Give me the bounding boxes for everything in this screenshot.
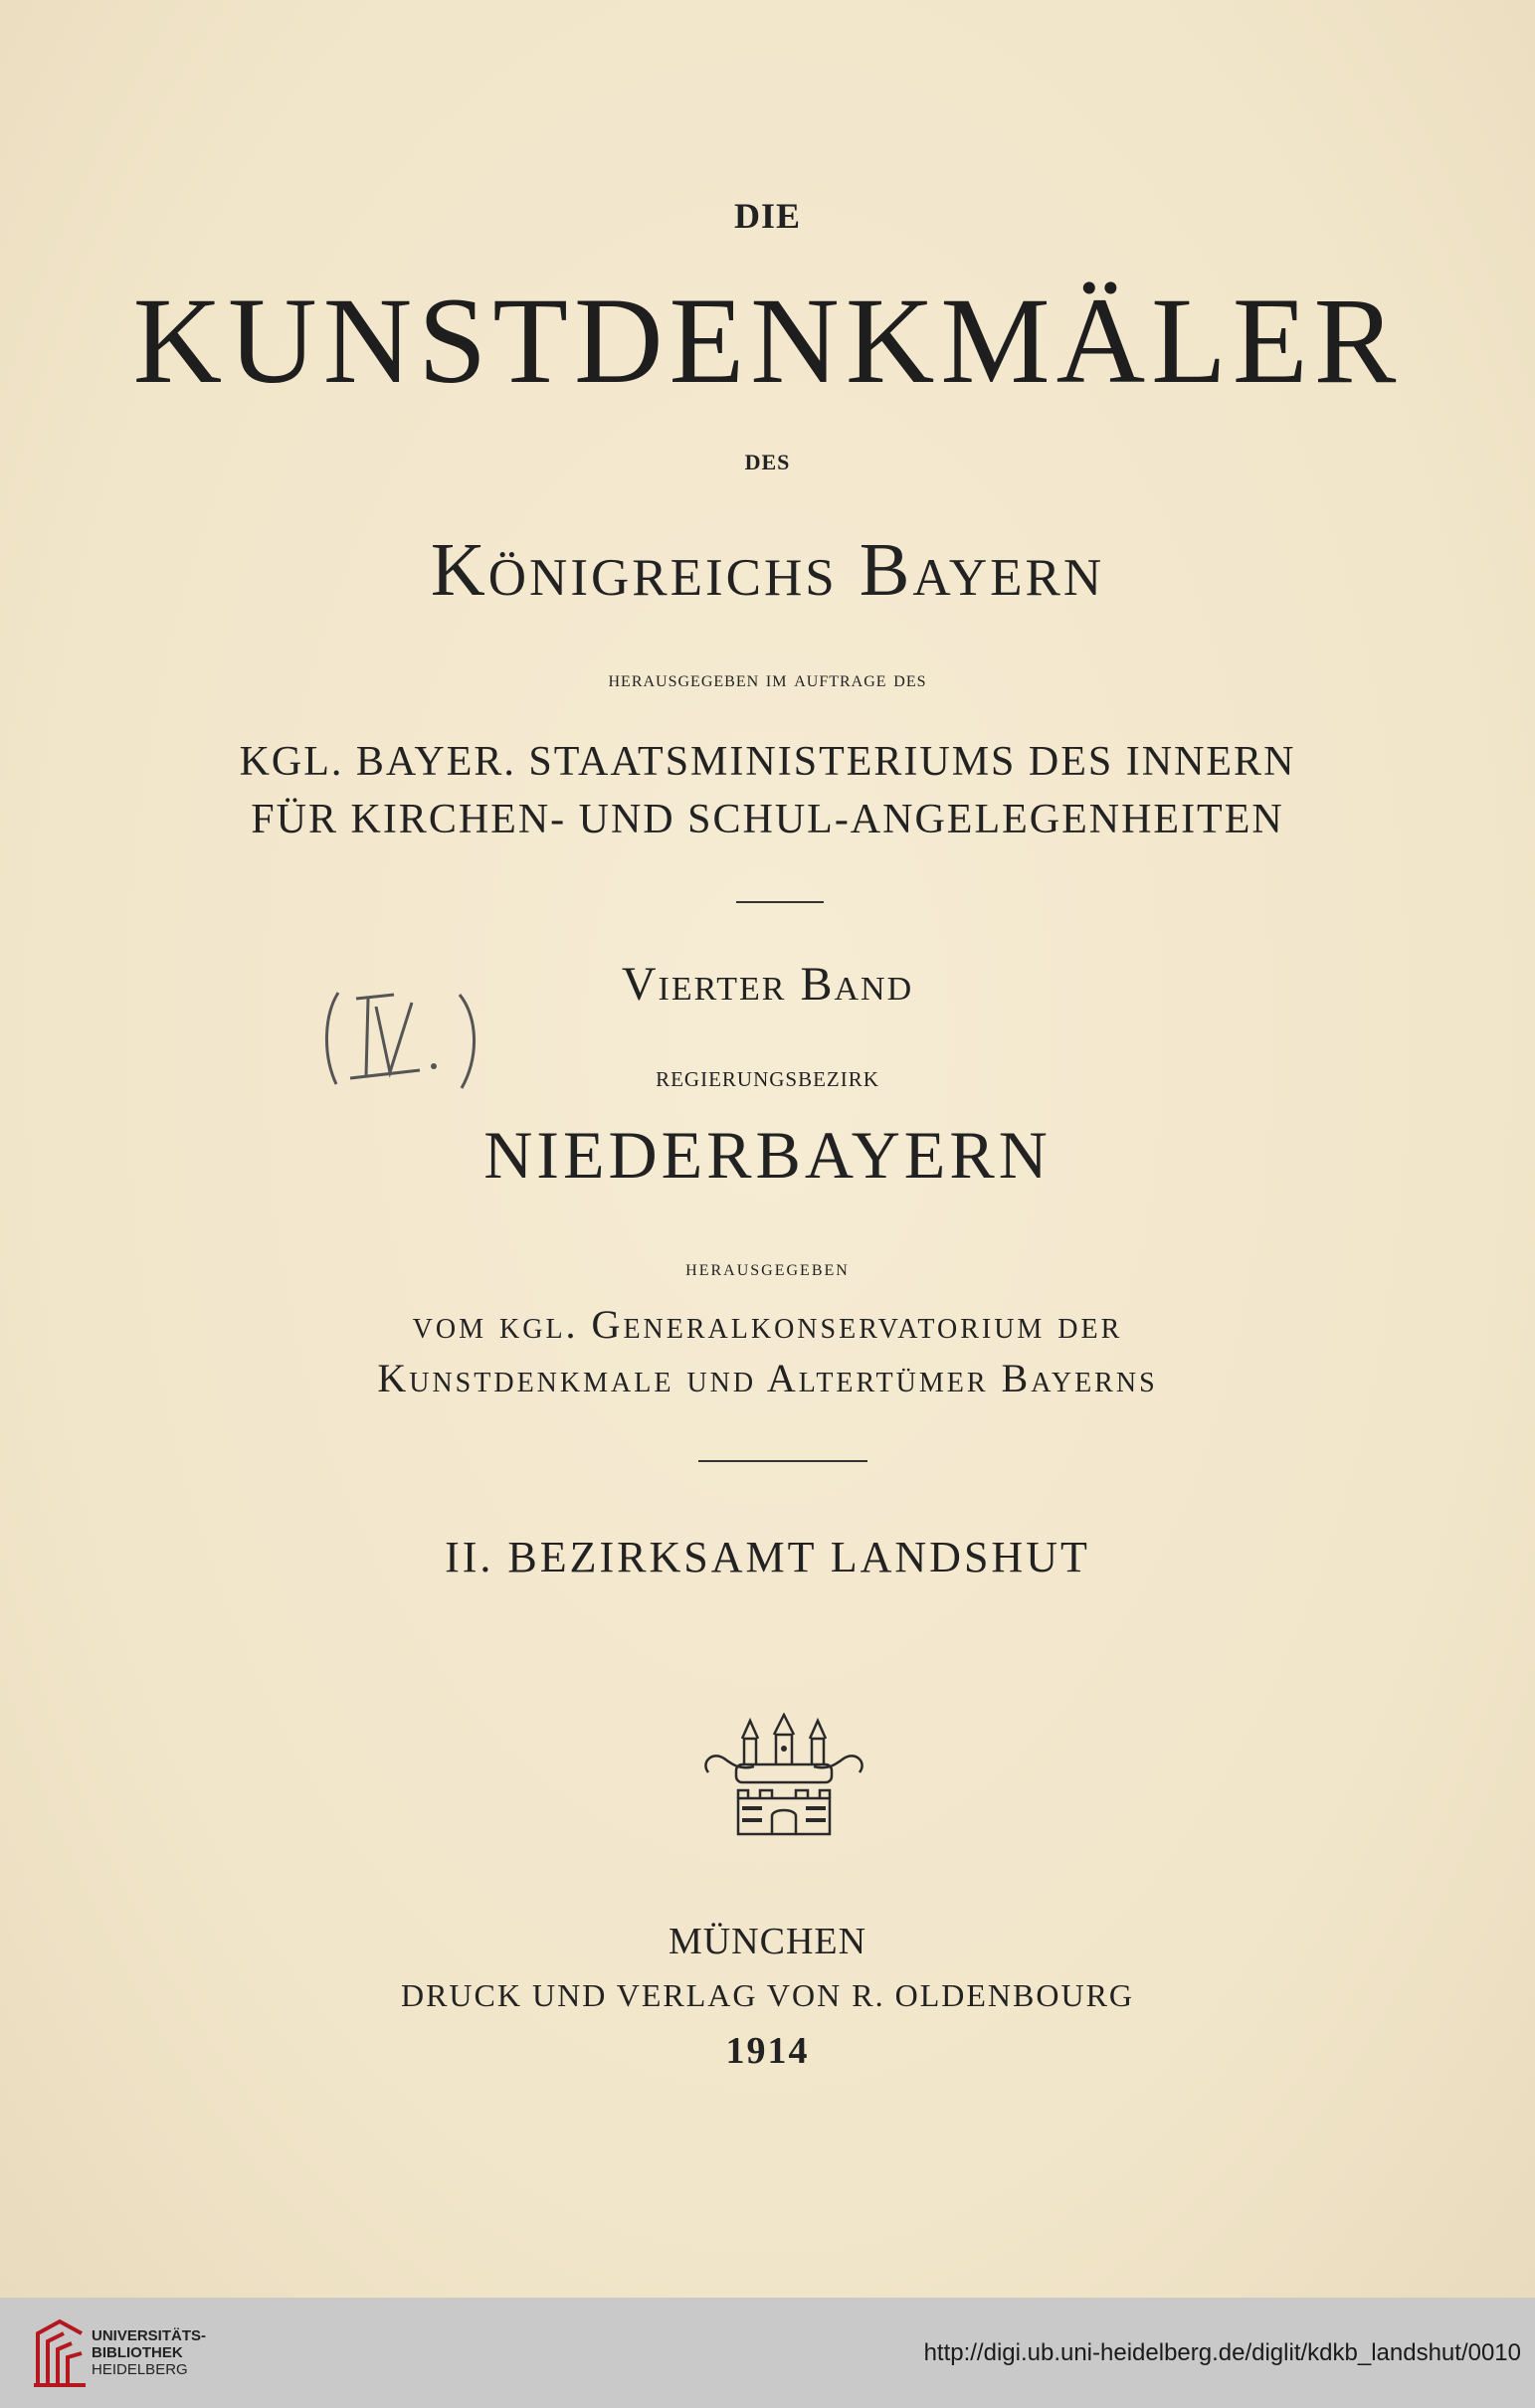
library-name[interactable] [92,2327,206,2378]
published-label: herausgegeben [685,1255,850,1280]
main-title: KUNSTDENKMÄLER [132,273,1403,409]
office-line-1: vom kgl. Generalkonservatorium der [412,1302,1123,1347]
city: MÜNCHEN [668,1921,867,1962]
kingdom-title: Königreichs Bayern [430,528,1105,612]
publisher: DRUCK UND VERLAG VON R. OLDENBOURG [400,1977,1135,2013]
permalink-url[interactable]: http://digi.ub.uni-heidelberg.de/diglit/kdkb_landshut/0010 [923,2339,1521,2366]
divider-rule [736,901,824,903]
district-label: regierungsbezirk [656,1060,879,1093]
viewer-footer [0,2298,1535,2408]
ministry-line-1: KGL. BAYER. STAATSMINISTERIUMS DES INNERN [239,739,1296,785]
ministry-line-2: FÜR KIRCHEN- UND SCHUL-ANGELEGENHEITEN [251,797,1284,842]
library-line-1: UNIVERSITÄTS- [92,2327,207,2344]
divider-rule-2 [698,1460,867,1462]
volume-title: Vierter Band [621,958,914,1011]
publication-year: 1914 [725,2030,810,2072]
castle-emblem-icon [702,1713,865,1836]
district-name: NIEDERBAYERN [483,1117,1052,1193]
library-line-2: BIBLIOTHEK [92,2344,183,2361]
title-die: DIE [733,196,802,236]
library-logo-icon[interactable] [30,2314,90,2393]
library-line-3: HEIDELBERG [92,2361,188,2378]
part-title: II. BEZIRKSAMT LANDSHUT [445,1533,1090,1581]
commission-line: herausgegeben im auftrage des [608,666,927,691]
office-line-2: Kunstdenkmale und Altertümer Bayerns [377,1356,1158,1400]
title-des: DES [744,450,791,474]
